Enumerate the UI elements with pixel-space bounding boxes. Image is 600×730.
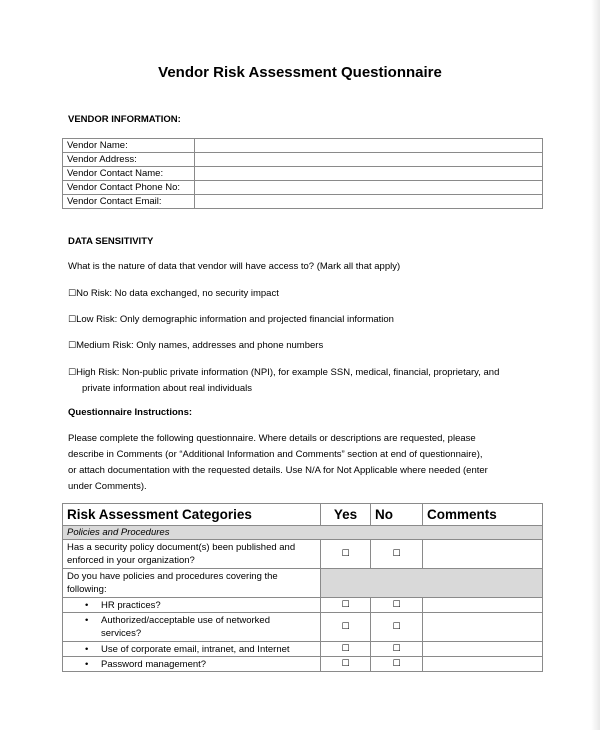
bullet-icon: • — [85, 599, 89, 611]
comments-cell[interactable] — [423, 613, 543, 642]
header-yes: Yes — [321, 504, 371, 526]
checkbox-icon[interactable]: ☐ — [68, 289, 77, 299]
checkbox-icon[interactable]: ☐ — [341, 644, 350, 654]
no-checkbox[interactable] — [371, 657, 423, 672]
checkbox-icon[interactable]: ☐ — [68, 368, 77, 378]
table-row — [63, 540, 543, 569]
no-checkbox[interactable] — [371, 540, 423, 569]
high-risk-label: High Risk: Non-public private information (NPI), for example SSN, medical, financial, proprietary, and — [76, 367, 500, 378]
section-policies-procedures: Policies and Procedures — [63, 526, 543, 540]
no-risk-option[interactable] — [68, 286, 279, 302]
vendor-name-label: Vendor Name: — [63, 139, 195, 153]
instructions-line-4: under Comments). — [68, 481, 147, 492]
item-label: Use of corporate email, intranet, and Internet — [101, 643, 290, 655]
header-no: No — [371, 504, 423, 526]
document-title: Vendor Risk Assessment Questionnaire — [158, 64, 442, 81]
low-risk-option[interactable] — [68, 312, 394, 328]
data-sensitivity-heading: DATA SENSITIVITY — [68, 236, 154, 247]
comments-cell[interactable] — [423, 642, 543, 657]
table-row — [63, 153, 543, 167]
question-security-policy — [63, 540, 321, 569]
section-row — [63, 526, 543, 540]
no-checkbox[interactable] — [371, 642, 423, 657]
checkbox-icon[interactable]: ☐ — [392, 644, 401, 654]
yes-checkbox[interactable] — [321, 540, 371, 569]
table-row — [63, 613, 543, 642]
table-row — [63, 598, 543, 613]
header-categories: Risk Assessment Categories — [63, 504, 321, 526]
bullet-icon: • — [85, 615, 89, 626]
checkbox-icon[interactable]: ☐ — [68, 341, 77, 351]
table-row — [63, 167, 543, 181]
no-risk-label: No Risk: No data exchanged, no security impact — [76, 288, 279, 299]
instructions-line-3: or attach documentation with the requested details. Use N/A for Not Applicable where needed (enter — [68, 465, 488, 476]
table-row — [63, 181, 543, 195]
checkbox-icon[interactable]: ☐ — [392, 549, 401, 559]
vendor-address-label: Vendor Address: — [63, 153, 195, 167]
medium-risk-option[interactable] — [68, 338, 323, 354]
checkbox-icon[interactable]: ☐ — [392, 622, 401, 632]
bullet-icon: • — [85, 658, 89, 670]
checkbox-icon[interactable]: ☐ — [68, 315, 77, 325]
checkbox-icon[interactable]: ☐ — [341, 549, 350, 559]
shaded-cell — [321, 569, 543, 598]
question-line: Has a security policy document(s) been published and — [67, 542, 296, 553]
table-row — [63, 195, 543, 209]
item-line: services? — [101, 628, 142, 639]
vendor-name-field[interactable] — [195, 139, 543, 153]
checkbox-icon[interactable]: ☐ — [392, 659, 401, 669]
yes-checkbox[interactable] — [321, 598, 371, 613]
item-password-management — [63, 657, 321, 672]
table-row — [63, 642, 543, 657]
page-edge-shadow — [591, 0, 600, 730]
no-checkbox[interactable] — [371, 598, 423, 613]
low-risk-label: Low Risk: Only demographic information and projected financial information — [76, 314, 394, 325]
item-line: Authorized/acceptable use of networked — [101, 615, 270, 626]
comments-cell[interactable] — [423, 657, 543, 672]
item-acceptable-use — [63, 613, 321, 642]
instructions-line-1: Please complete the following questionnaire. Where details or descriptions are requested, please — [68, 433, 476, 444]
item-label: HR practices? — [101, 599, 161, 611]
risk-assessment-table — [62, 503, 543, 672]
comments-cell[interactable] — [423, 540, 543, 569]
header-comments: Comments — [423, 504, 543, 526]
question-line: enforced in your organization? — [67, 555, 195, 566]
table-row — [63, 139, 543, 153]
vendor-contact-phone-field[interactable] — [195, 181, 543, 195]
checkbox-icon[interactable]: ☐ — [341, 659, 350, 669]
vendor-info-table — [62, 138, 543, 209]
question-line: Do you have policies and procedures covering the — [67, 571, 278, 582]
bullet-icon: • — [85, 643, 89, 655]
no-checkbox[interactable] — [371, 613, 423, 642]
yes-checkbox[interactable] — [321, 642, 371, 657]
yes-checkbox[interactable] — [321, 657, 371, 672]
question-line: following: — [67, 584, 107, 595]
item-label: Password management? — [101, 658, 207, 670]
yes-checkbox[interactable] — [321, 613, 371, 642]
high-risk-option[interactable] — [68, 365, 499, 381]
vendor-address-field[interactable] — [195, 153, 543, 167]
vendor-contact-name-label: Vendor Contact Name: — [63, 167, 195, 181]
vendor-contact-email-field[interactable] — [195, 195, 543, 209]
checkbox-icon[interactable]: ☐ — [341, 622, 350, 632]
vendor-info-heading: VENDOR INFORMATION: — [68, 114, 181, 125]
table-row — [63, 569, 543, 598]
item-corporate-email — [63, 642, 321, 657]
high-risk-label-continued: private information about real individuals — [82, 383, 253, 394]
vendor-contact-phone-label: Vendor Contact Phone No: — [63, 181, 195, 195]
data-sensitivity-question: What is the nature of data that vendor will have access to? (Mark all that apply) — [68, 261, 401, 272]
instructions-line-2: describe in Comments (or “Additional Information and Comments” section at end of questionnaire), — [68, 449, 483, 460]
checkbox-icon[interactable]: ☐ — [341, 600, 350, 610]
table-row — [63, 657, 543, 672]
table-header-row — [63, 504, 543, 526]
vendor-contact-name-field[interactable] — [195, 167, 543, 181]
vendor-contact-email-label: Vendor Contact Email: — [63, 195, 195, 209]
item-label — [101, 614, 306, 640]
item-hr-practices — [63, 598, 321, 613]
medium-risk-label: Medium Risk: Only names, addresses and phone numbers — [76, 340, 324, 351]
question-policies-covering — [63, 569, 321, 598]
instructions-heading: Questionnaire Instructions: — [68, 407, 193, 418]
comments-cell[interactable] — [423, 598, 543, 613]
checkbox-icon[interactable]: ☐ — [392, 600, 401, 610]
